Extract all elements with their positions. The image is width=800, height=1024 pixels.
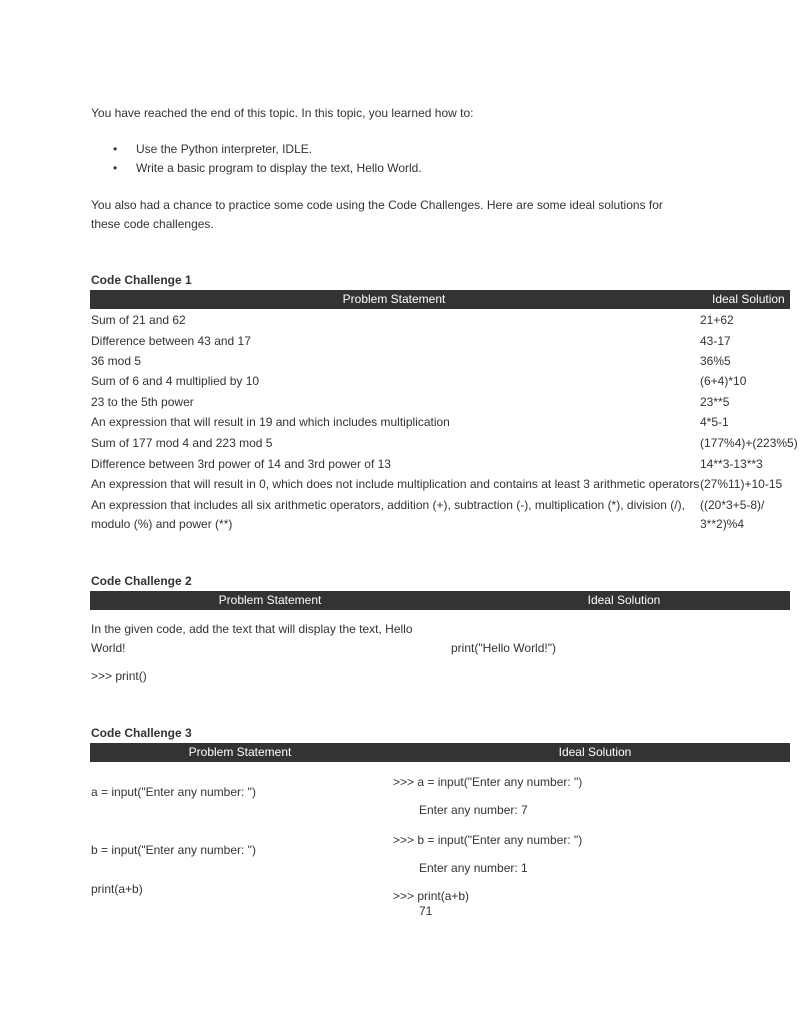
solution-cell: 21+62 (700, 313, 734, 327)
challenge-1-table-header (90, 290, 790, 309)
intro-paragraph: You have reached the end of this topic. In this topic, you learned how to: (91, 106, 474, 120)
challenge-3-table-header (90, 743, 790, 762)
challenge-3-solution-line: >>> a = input("Enter any number: ") (393, 775, 583, 789)
challenge-3-solution-output: Enter any number: 7 (419, 803, 528, 817)
challenge-2-title: Code Challenge 2 (91, 574, 192, 588)
problem-cell: An expression that will result in 0, which does not include multiplication and contains at least 3 arithmetic operators (91, 477, 700, 491)
problem-cell: Difference between 3rd power of 14 and 3rd power of 13 (91, 457, 391, 471)
solution-cell: ((20*3+5-8)/ 3**2)%4 (700, 498, 765, 531)
solution-cell: 43-17 (700, 334, 731, 348)
ideal-solution-header: Ideal Solution (587, 593, 661, 607)
challenge-1-title: Code Challenge 1 (91, 273, 192, 287)
challenge-3-solution-line: >>> b = input("Enter any number: ") (393, 833, 583, 847)
problem-cell: Sum of 6 and 4 multiplied by 10 (91, 374, 260, 388)
solution-cell: 36%5 (700, 354, 731, 368)
challenge-2-problem-code: >>> print() (91, 669, 147, 683)
learned-list (91, 140, 422, 178)
challenge-3-title: Code Challenge 3 (91, 726, 192, 740)
problem-statement-header: Problem Statement (342, 292, 446, 306)
solution-cell: 23**5 (700, 395, 730, 409)
challenge-2-solution: print("Hello World!") (451, 641, 556, 655)
solution-cell: (177%4)+(223%5) (700, 436, 798, 450)
solution-cell: 4*5-1 (700, 415, 729, 429)
problem-cell: An expression that includes all six arithmetic operators, addition (+), subtraction (-), multiplication (*), division (/), modulo (%) and power (**) (91, 498, 685, 531)
problem-statement-header: Problem Statement (218, 593, 322, 607)
practice-paragraph: You also had a chance to practice some code using the Code Challenges. Here are some ideal solutions for these code challenges. (91, 198, 663, 231)
list-item: • Use the Python interpreter, IDLE. (91, 140, 422, 159)
challenge-2-problem-text: In the given code, add the text that will display the text, Hello World! (91, 622, 413, 655)
problem-cell: Difference between 43 and 17 (91, 334, 251, 348)
challenge-2-table-header (90, 591, 790, 610)
ideal-solution-header: Ideal Solution (712, 292, 785, 306)
solution-cell: (27%11)+10-15 (700, 477, 783, 491)
challenge-3-solution-output: 71 (419, 904, 433, 918)
problem-cell: An expression that will result in 19 and which includes multiplication (91, 415, 450, 429)
challenge-3-problem-line: a = input("Enter any number: ") (91, 785, 256, 799)
problem-cell: Sum of 21 and 62 (91, 313, 186, 327)
challenge-3-solution-line: >>> print(a+b) (393, 889, 470, 903)
problem-cell: 36 mod 5 (91, 354, 142, 368)
ideal-solution-header: Ideal Solution (558, 745, 632, 759)
challenge-3-solution-output: Enter any number: 1 (419, 861, 528, 875)
challenge-3-problem-line: b = input("Enter any number: ") (91, 843, 256, 857)
problem-cell: 23 to the 5th power (91, 395, 194, 409)
problem-statement-header: Problem Statement (188, 745, 292, 759)
problem-cell: Sum of 177 mod 4 and 223 mod 5 (91, 436, 273, 450)
solution-cell: (6+4)*10 (700, 374, 747, 388)
solution-cell: 14**3-13**3 (700, 457, 763, 471)
challenge-3-problem-line: print(a+b) (91, 882, 143, 896)
list-item: • Write a basic program to display the text, Hello World. (91, 159, 422, 178)
